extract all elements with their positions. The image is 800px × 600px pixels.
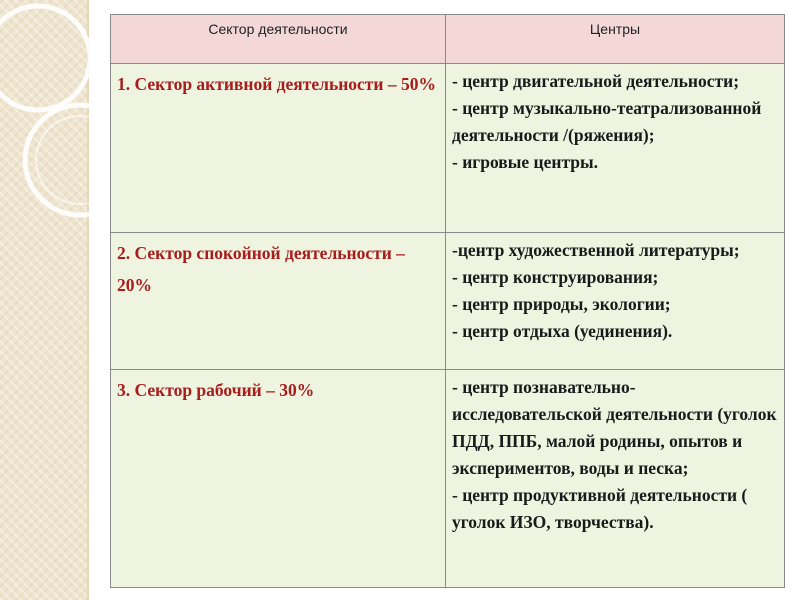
- table-row: [111, 233, 785, 370]
- centers-cell: [446, 64, 785, 233]
- table-header-row: [111, 15, 785, 64]
- centers-cell: [446, 370, 785, 588]
- center-item: - игровые центры.: [452, 152, 599, 172]
- center-item: - центр конструирования;: [452, 267, 659, 287]
- center-item: - центр двигательной деятельности;: [452, 71, 740, 91]
- center-item: - центр познавательно-исследовательской деятельности (уголок ПДД, ППБ, малой родины, опытов и экспериментов, воды и песка;: [452, 377, 777, 478]
- sector-cell: [111, 370, 446, 588]
- header-sector: Сектор деятельности: [111, 15, 446, 64]
- centers-cell: [446, 233, 785, 370]
- sector-cell: [111, 233, 446, 370]
- decorative-circles: [0, 0, 120, 260]
- sector-label: 2. Сектор спокойной деятельности – 20%: [117, 243, 405, 295]
- center-item: - центр продуктивной деятельности ( уголок ИЗО, творчества).: [452, 485, 748, 532]
- header-centers: Центры: [446, 15, 785, 64]
- sector-label: 3. Сектор рабочий – 30%: [117, 380, 315, 400]
- table-row: [111, 64, 785, 233]
- center-item: -центр художественной литературы;: [452, 240, 740, 260]
- sectors-table: [110, 14, 785, 588]
- center-item: - центр отдыха (уединения).: [452, 321, 673, 341]
- sector-label: 1. Сектор активной деятельности – 50%: [117, 74, 436, 94]
- center-item: - центр музыкально-театрализованной деятельности /(ряжения);: [452, 98, 762, 145]
- center-item: - центр природы, экологии;: [452, 294, 671, 314]
- table-row: [111, 370, 785, 588]
- sector-cell: [111, 64, 446, 233]
